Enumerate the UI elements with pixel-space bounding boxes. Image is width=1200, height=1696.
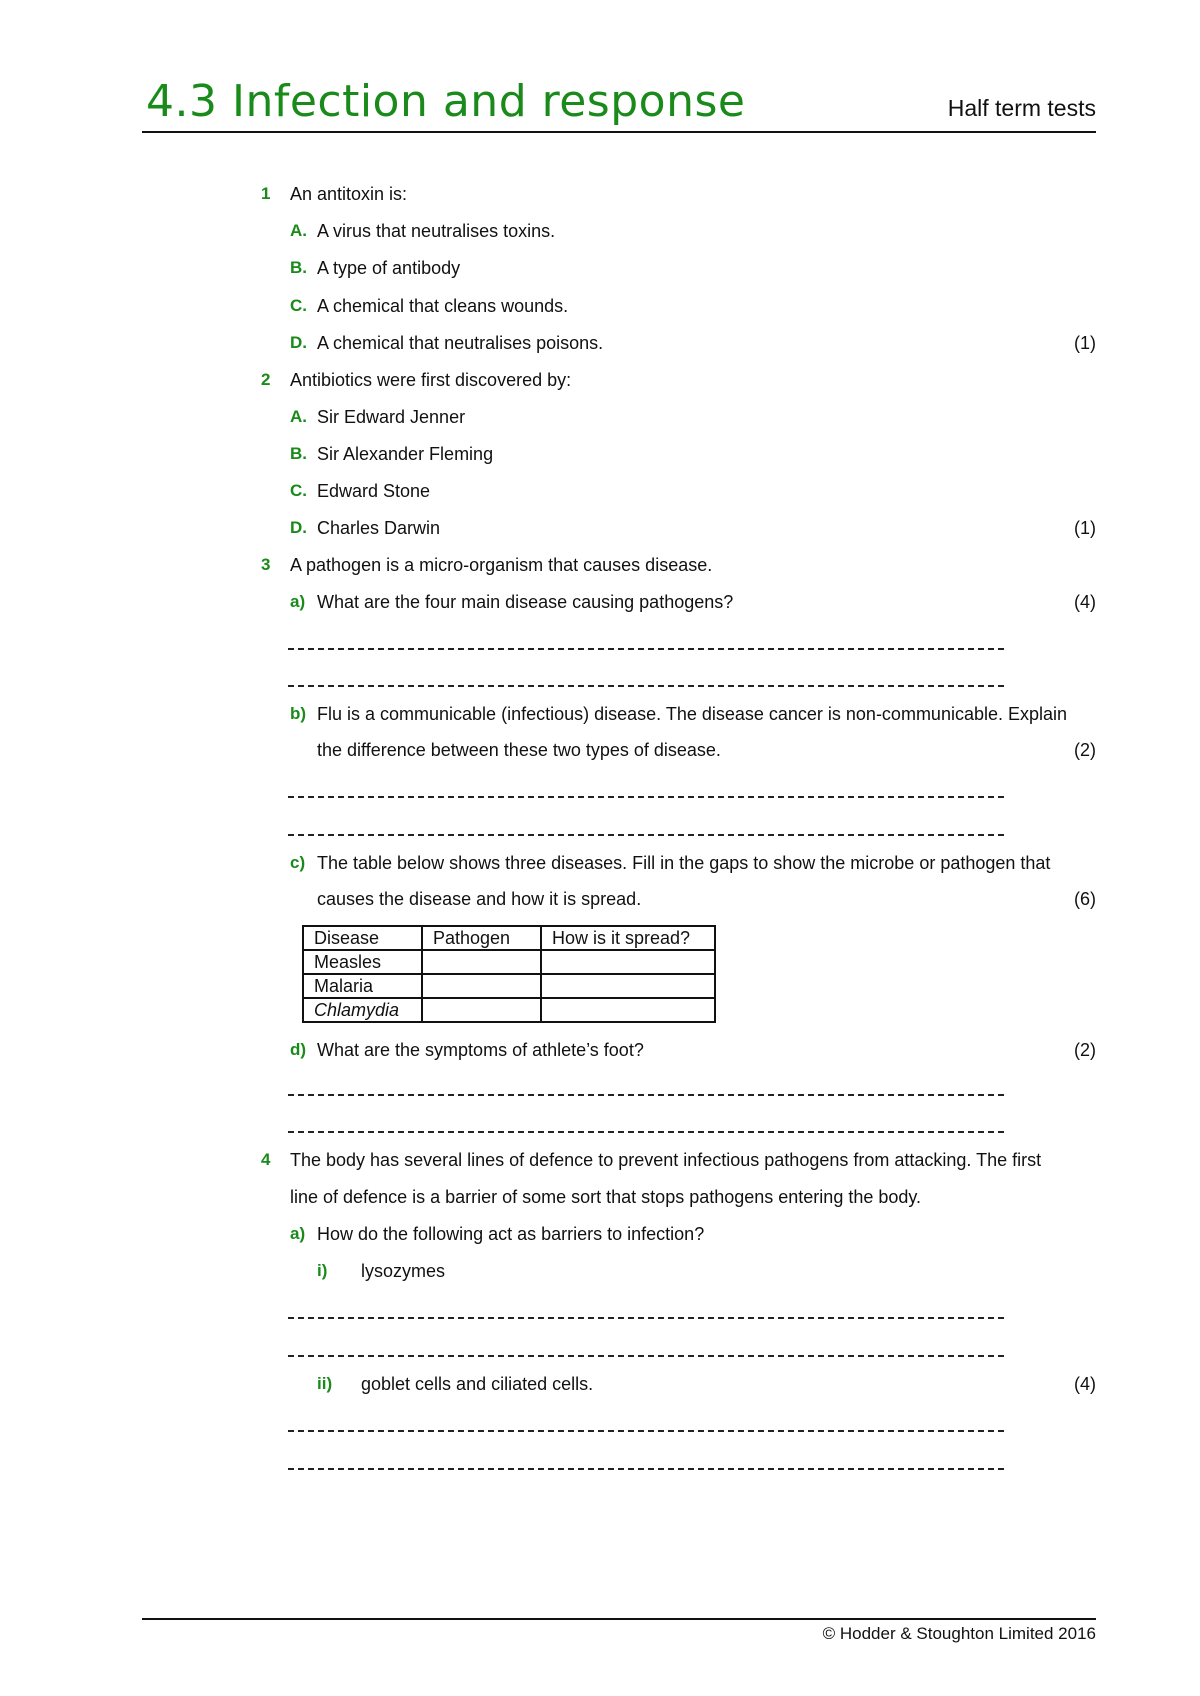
- question-2-number: 2: [261, 370, 271, 389]
- table-cell-pathogen[interactable]: [422, 974, 541, 998]
- q4a-text: How do the following act as barriers to infection?: [317, 1224, 705, 1244]
- q1-option-b-letter: B.: [290, 258, 307, 277]
- table-header-disease: Disease: [303, 926, 422, 950]
- question-1-number: 1: [261, 184, 271, 203]
- table-cell-disease: Measles: [303, 950, 422, 974]
- answer-line[interactable]: [288, 1468, 1004, 1470]
- q3a-label: a): [290, 592, 306, 611]
- q2-option-a-text: Sir Edward Jenner: [317, 407, 466, 427]
- q1-option-d-text: A chemical that neutralises poisons.: [317, 333, 604, 353]
- page-title: 4.3 Infection and response: [146, 76, 746, 127]
- q1-option-a-letter: A.: [290, 221, 307, 240]
- question-4-text-line-2: line of defence is a barrier of some sort that stops pathogens entering the body.: [290, 1187, 922, 1207]
- q4a-label: a): [290, 1224, 306, 1243]
- header-divider: [142, 131, 1096, 133]
- q3d-marks: (2): [1074, 1040, 1096, 1060]
- table-header-spread: How is it spread?: [541, 926, 715, 950]
- question-3-number: 3: [261, 555, 271, 574]
- q2-option-c-letter: C.: [290, 481, 307, 500]
- q3c-label: c): [290, 853, 306, 872]
- q1-option-b-text: A type of antibody: [317, 258, 461, 278]
- answer-line[interactable]: [288, 1131, 1004, 1133]
- answer-line[interactable]: [288, 1430, 1004, 1432]
- q1-option-a-text: A virus that neutralises toxins.: [317, 221, 556, 241]
- q1-marks: (1): [1074, 333, 1096, 353]
- q2-option-a-letter: A.: [290, 407, 307, 426]
- q3b-marks: (2): [1074, 740, 1096, 760]
- question-1-text: An antitoxin is:: [290, 184, 408, 204]
- footer-divider: [142, 1618, 1096, 1620]
- q4aii-text: goblet cells and ciliated cells.: [361, 1374, 594, 1394]
- q3a-marks: (4): [1074, 592, 1096, 612]
- table-cell-spread[interactable]: [541, 998, 715, 1022]
- q2-option-d-text: Charles Darwin: [317, 518, 441, 538]
- answer-line[interactable]: [288, 648, 1004, 650]
- page-subtitle: Half term tests: [947, 95, 1096, 121]
- q2-marks: (1): [1074, 518, 1096, 538]
- q2-option-b-text: Sir Alexander Fleming: [317, 444, 494, 464]
- table-cell-spread[interactable]: [541, 950, 715, 974]
- footer-copyright: © Hodder & Stoughton Limited 2016: [822, 1624, 1096, 1643]
- question-2-text: Antibiotics were first discovered by:: [290, 370, 572, 390]
- answer-line[interactable]: [288, 796, 1004, 798]
- table-header-row: [303, 926, 715, 950]
- q3d-text: What are the symptoms of athlete’s foot?: [317, 1040, 644, 1060]
- q2-option-b-letter: B.: [290, 444, 307, 463]
- table-cell-disease: Chlamydia: [303, 998, 422, 1022]
- answer-line[interactable]: [288, 1094, 1004, 1096]
- table-row: [303, 950, 715, 974]
- q3b-label: b): [290, 704, 307, 723]
- q3d-label: d): [290, 1040, 307, 1059]
- q2-option-d-letter: D.: [290, 518, 307, 537]
- table-cell-pathogen[interactable]: [422, 998, 541, 1022]
- q3b-text-line-2: the difference between these two types of disease.: [317, 740, 721, 760]
- q3c-text-line-2: causes the disease and how it is spread.: [317, 889, 642, 909]
- q4ai-text: lysozymes: [361, 1261, 446, 1281]
- q1-option-c-letter: C.: [290, 296, 307, 315]
- answer-line[interactable]: [288, 834, 1004, 836]
- q4ai-label: i): [317, 1261, 328, 1280]
- q3a-text: What are the four main disease causing pathogens?: [317, 592, 734, 612]
- question-4-text-line-1: The body has several lines of defence to prevent infectious pathogens from attacking. The first: [290, 1150, 1042, 1170]
- table-row: [303, 974, 715, 998]
- disease-table: [302, 925, 716, 1023]
- question-3-text: A pathogen is a micro-organism that causes disease.: [290, 555, 713, 575]
- q1-option-d-letter: D.: [290, 333, 307, 352]
- table-cell-pathogen[interactable]: [422, 950, 541, 974]
- table-row: [303, 998, 715, 1022]
- q2-option-c-text: Edward Stone: [317, 481, 431, 501]
- table-header-pathogen: Pathogen: [422, 926, 541, 950]
- q3b-text-line-1: Flu is a communicable (infectious) disease. The disease cancer is non-communicable. Explain: [317, 704, 1068, 724]
- q1-option-c-text: A chemical that cleans wounds.: [317, 296, 569, 316]
- answer-line[interactable]: [288, 1355, 1004, 1357]
- q4aii-marks: (4): [1074, 1374, 1096, 1394]
- question-4-number: 4: [261, 1150, 271, 1169]
- answer-line[interactable]: [288, 685, 1004, 687]
- table-cell-spread[interactable]: [541, 974, 715, 998]
- q3c-text-line-1: The table below shows three diseases. Fill in the gaps to show the microbe or pathogen that: [317, 853, 1051, 873]
- answer-line[interactable]: [288, 1317, 1004, 1319]
- q3c-marks: (6): [1074, 889, 1096, 909]
- table-cell-disease: Malaria: [303, 974, 422, 998]
- q4aii-label: ii): [317, 1374, 333, 1393]
